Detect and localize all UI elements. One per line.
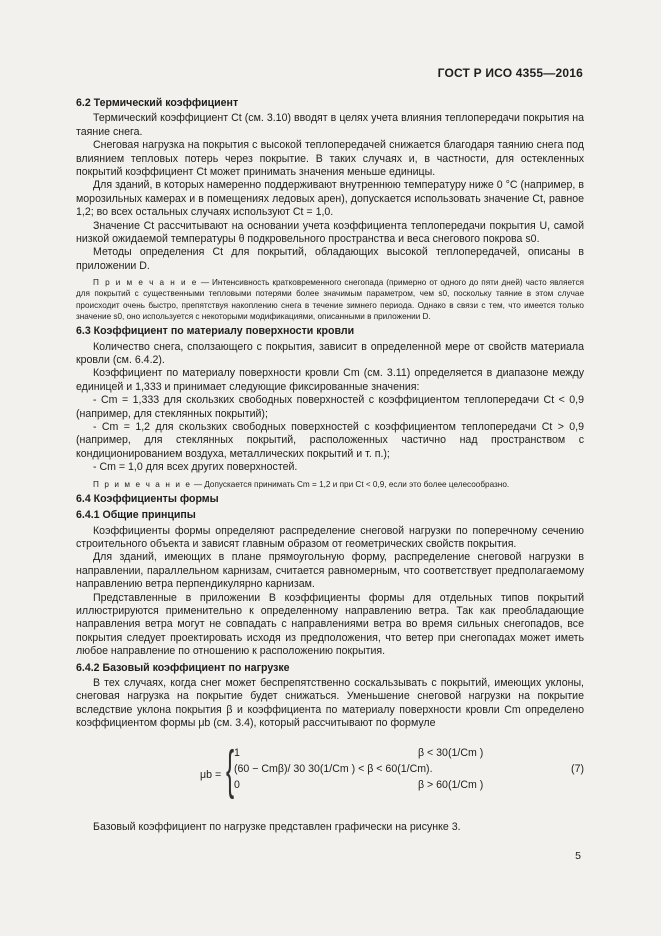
section-6-3-heading: 6.3 Коэффициент по материалу поверхности кровли xyxy=(76,325,355,338)
list-item: - Cm = 1,2 для скользких свободных поверхностей с коэффициентом теплопередачи Ct > 0,9 (например, для стеклянных покрытий, расположенных частично над пространством с кондиционированием воздуха, металлических покрытий и т. п.); xyxy=(76,420,584,460)
page-number: 5 xyxy=(575,850,581,862)
note-text: — Допускается принимать Cm = 1,2 и при Ct < 0,9, если это более целесообразно. xyxy=(191,479,510,489)
formula-condition-3: β > 60(1/Cm ) xyxy=(418,778,484,791)
formula-number: (7) xyxy=(571,762,584,775)
formula-case-3: 0 xyxy=(234,778,240,791)
formula-lhs: μb = xyxy=(200,768,222,781)
paragraph: Коэффициент по материалу поверхности кровли Cm (см. 3.11) определяется в диапазоне между единицей и 1,333 и принимает следующие фиксированные значения: xyxy=(76,367,584,393)
list-item: - Cm = 1,333 для скользких свободных поверхностей с коэффициентом теплопередачи Ct < 0,9 (например, для стеклянных покрытий); xyxy=(76,394,584,420)
paragraph: Снеговая нагрузка на покрытия с высокой теплопередачей снижается благодаря таянию снега под влиянием тепловых потерь через покрытие. В таких случаях и, в частности, для остекленных покрытий коэффициент Ct может принимать значения меньше единицы. xyxy=(76,139,584,179)
document-code-header: ГОСТ Р ИСО 4355—2016 xyxy=(437,66,583,80)
note xyxy=(76,277,584,322)
formula-brace: { xyxy=(226,739,235,800)
note-text: — Интенсивность кратковременного снегопада (примерно от одного до пяти дней) часто является для покрытий с существенными тепловыми потерями более значимым параметром, чем s0, поскольку таяние в этом случае происходит очень быстро, препятствуя накоплению снега в течение зимнего периода. Однако в связи с тем, что имеется только значение s0, оно используется с некоторыми модификациями, описанными в приложении D. xyxy=(76,278,584,321)
formula-condition-1: β < 30(1/Cm ) xyxy=(418,746,484,759)
paragraph: Значение Ct рассчитывают на основании учета коэффициента теплопередачи покрытия U, самой низкой ожидаемой температуры θ подкровельного пространства и веса снегового покрова s0. xyxy=(76,219,584,246)
paragraph: Базовый коэффициент по нагрузке представлен графически на рисунке 3. xyxy=(93,820,461,833)
note-label: П р и м е ч а н и е xyxy=(93,278,198,288)
paragraph: Методы определения Ct для покрытий, обладающих высокой теплопередачей, описаны в приложении D. xyxy=(76,246,584,272)
formula-case-1: 1 xyxy=(234,746,240,759)
formula-7 xyxy=(76,739,584,811)
page-body xyxy=(76,94,584,834)
section-6-4-2-heading: 6.4.2 Базовый коэффициент по нагрузке xyxy=(76,661,290,674)
formula-case-2: (60 − Cmβ)/ 30 30(1/Cm ) < β < 60(1/Cm). xyxy=(234,762,433,775)
note-label: П р и м е ч а н и е xyxy=(93,479,192,489)
note xyxy=(76,479,584,490)
paragraph: Термический коэффициент Ct (см. 3.10) вводят в целях учета влияния теплопередачи покрытия на таяние снега. xyxy=(76,112,584,138)
paragraph: Представленные в приложении В коэффициенты формы для отдельных типов покрытий иллюстрируются применительно к определенному направлению ветра. Так как преобладающие направления ветра могут не совпадать с направлениями ветра во время сильных снегопадов, все покрытия следует проектировать исходя из предположения, что ветер при снегопадах может иметь любое направление по отношению к расположению покрытия. xyxy=(76,591,584,658)
section-6-4-heading: 6.4 Коэффициенты формы xyxy=(76,492,219,505)
paragraph: Количество снега, сползающего с покрытия, зависит в определенной мере от свойств материала кровли (см. 6.4.2). xyxy=(76,340,584,366)
paragraph: Для зданий, имеющих в плане прямоугольную форму, распределение снеговой нагрузки в направлении, параллельном карнизам, считается равномерным, что соответствует предполагаемому направлению ветра перпендикулярно карнизам. xyxy=(76,551,584,591)
paragraph: Коэффициенты формы определяют распределение снеговой нагрузки по поперечному сечению строительного объекта и зависят главным образом от геометрических свойств покрытия. xyxy=(76,524,584,550)
section-6-2-heading: 6.2 Термический коэффициент xyxy=(76,97,239,109)
list-item: - Cm = 1,0 для всех других поверхностей. xyxy=(93,461,298,474)
section-6-4-1-heading: 6.4.1 Общие принципы xyxy=(76,509,196,522)
paragraph: В тех случаях, когда снег может беспрепятственно соскальзывать с покрытий, имеющих уклоны, снеговая нагрузка на покрытие будет снижаться. Уменьшение снеговой нагрузки на покрытие вследствие уклона покрытия β и коэффициента по материалу поверхности кровли Cm определено коэффициентом формы μb (см. 3.4), который рассчитывают по формуле xyxy=(76,677,584,730)
paragraph: Для зданий, в которых намеренно поддерживают внутреннюю температуру ниже 0 °С (например, в морозильных камерах и в помещениях ледовых арен), допускается использовать значение Ct, равное 1,2; во всех остальных случаях используют Ct = 1,0. xyxy=(76,179,584,219)
